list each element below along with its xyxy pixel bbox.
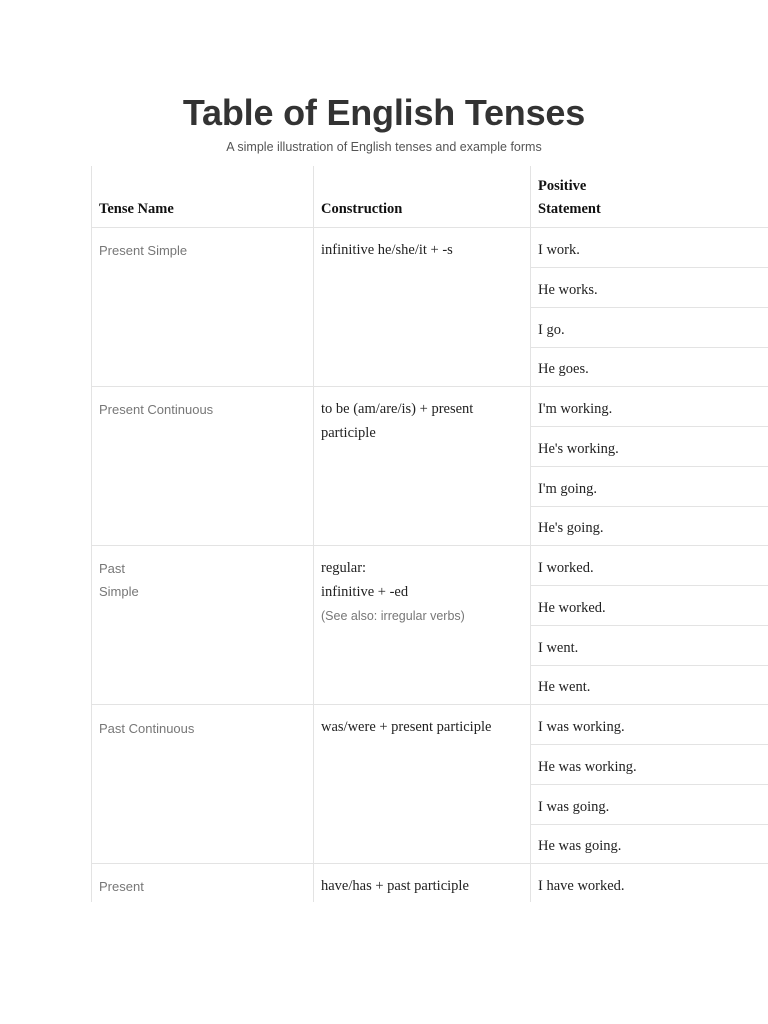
tense-name-cell (99, 557, 139, 603)
tense-name-cell (99, 875, 144, 898)
header-positive-line2: Statement (538, 201, 601, 217)
construction-text: was/were + present participle (321, 719, 492, 735)
example-sentence: I'm working. (538, 401, 613, 417)
row-divider (91, 386, 768, 387)
row-divider (91, 863, 768, 864)
construction-text: infinitive he/she/it + -s (321, 242, 453, 258)
construction-cell (321, 715, 491, 739)
column-divider-positive (530, 166, 531, 902)
header-positive-line1: Positive (538, 178, 587, 194)
example-sentence: I have worked. (538, 878, 625, 894)
tense-name-cell (99, 398, 213, 421)
tense-name: Present Continuous (99, 402, 214, 417)
page-subtitle: A simple illustration of English tenses and example forms (226, 140, 542, 154)
row-divider (91, 545, 768, 546)
page-title: Table of English Tenses (182, 92, 586, 133)
example-divider (530, 347, 768, 348)
example-divider (530, 784, 768, 785)
example-sentence: I went. (538, 640, 579, 656)
tense-name: Present (99, 879, 144, 894)
tense-name: Past Continuous (99, 721, 195, 736)
tense-name-cell (99, 239, 187, 262)
construction-cell (321, 874, 469, 898)
example-sentence: He works. (538, 282, 598, 298)
construction-text: infinitive + -ed (321, 584, 409, 600)
example-divider (530, 426, 768, 427)
example-divider (530, 665, 768, 666)
header-row-divider (91, 227, 768, 228)
example-sentence: He goes. (538, 361, 589, 377)
tense-name: Present Simple (99, 243, 188, 258)
header-tense-name: Tense Name (99, 201, 174, 217)
example-divider (530, 744, 768, 745)
table-border-left (91, 166, 92, 902)
construction-text: have/has + past participle (321, 878, 469, 894)
example-sentence: He worked. (538, 600, 606, 616)
tenses-table (91, 166, 768, 902)
tense-name: Past (99, 561, 126, 576)
example-sentence: He's going. (538, 520, 604, 536)
example-divider (530, 506, 768, 507)
example-divider (530, 307, 768, 308)
tense-name: Simple (99, 584, 139, 599)
example-sentence: He was going. (538, 838, 622, 854)
example-divider (530, 585, 768, 586)
construction-text: to be (am/are/is) + present (321, 401, 474, 417)
example-sentence: He's working. (538, 441, 619, 457)
example-sentence: He was working. (538, 759, 637, 775)
header-construction: Construction (321, 201, 403, 217)
example-divider (530, 824, 768, 825)
irregular-verbs-note: (See also: irregular verbs) (321, 609, 465, 623)
header-positive-statement (538, 175, 601, 221)
example-sentence: I'm going. (538, 481, 597, 497)
construction-text: participle (321, 425, 376, 441)
construction-cell (321, 238, 453, 262)
example-sentence: He went. (538, 679, 591, 695)
example-sentence: I was going. (538, 799, 610, 815)
example-divider (530, 625, 768, 626)
construction-cell (321, 556, 465, 628)
construction-cell (321, 397, 473, 445)
example-sentence: I worked. (538, 560, 594, 576)
construction-text: regular: (321, 560, 367, 576)
example-sentence: I was working. (538, 719, 625, 735)
row-divider (91, 704, 768, 705)
example-sentence: I go. (538, 322, 565, 338)
example-sentence: I work. (538, 242, 580, 258)
example-divider (530, 466, 768, 467)
column-divider-construction (313, 166, 314, 902)
tense-name-cell (99, 717, 194, 740)
example-divider (530, 267, 768, 268)
